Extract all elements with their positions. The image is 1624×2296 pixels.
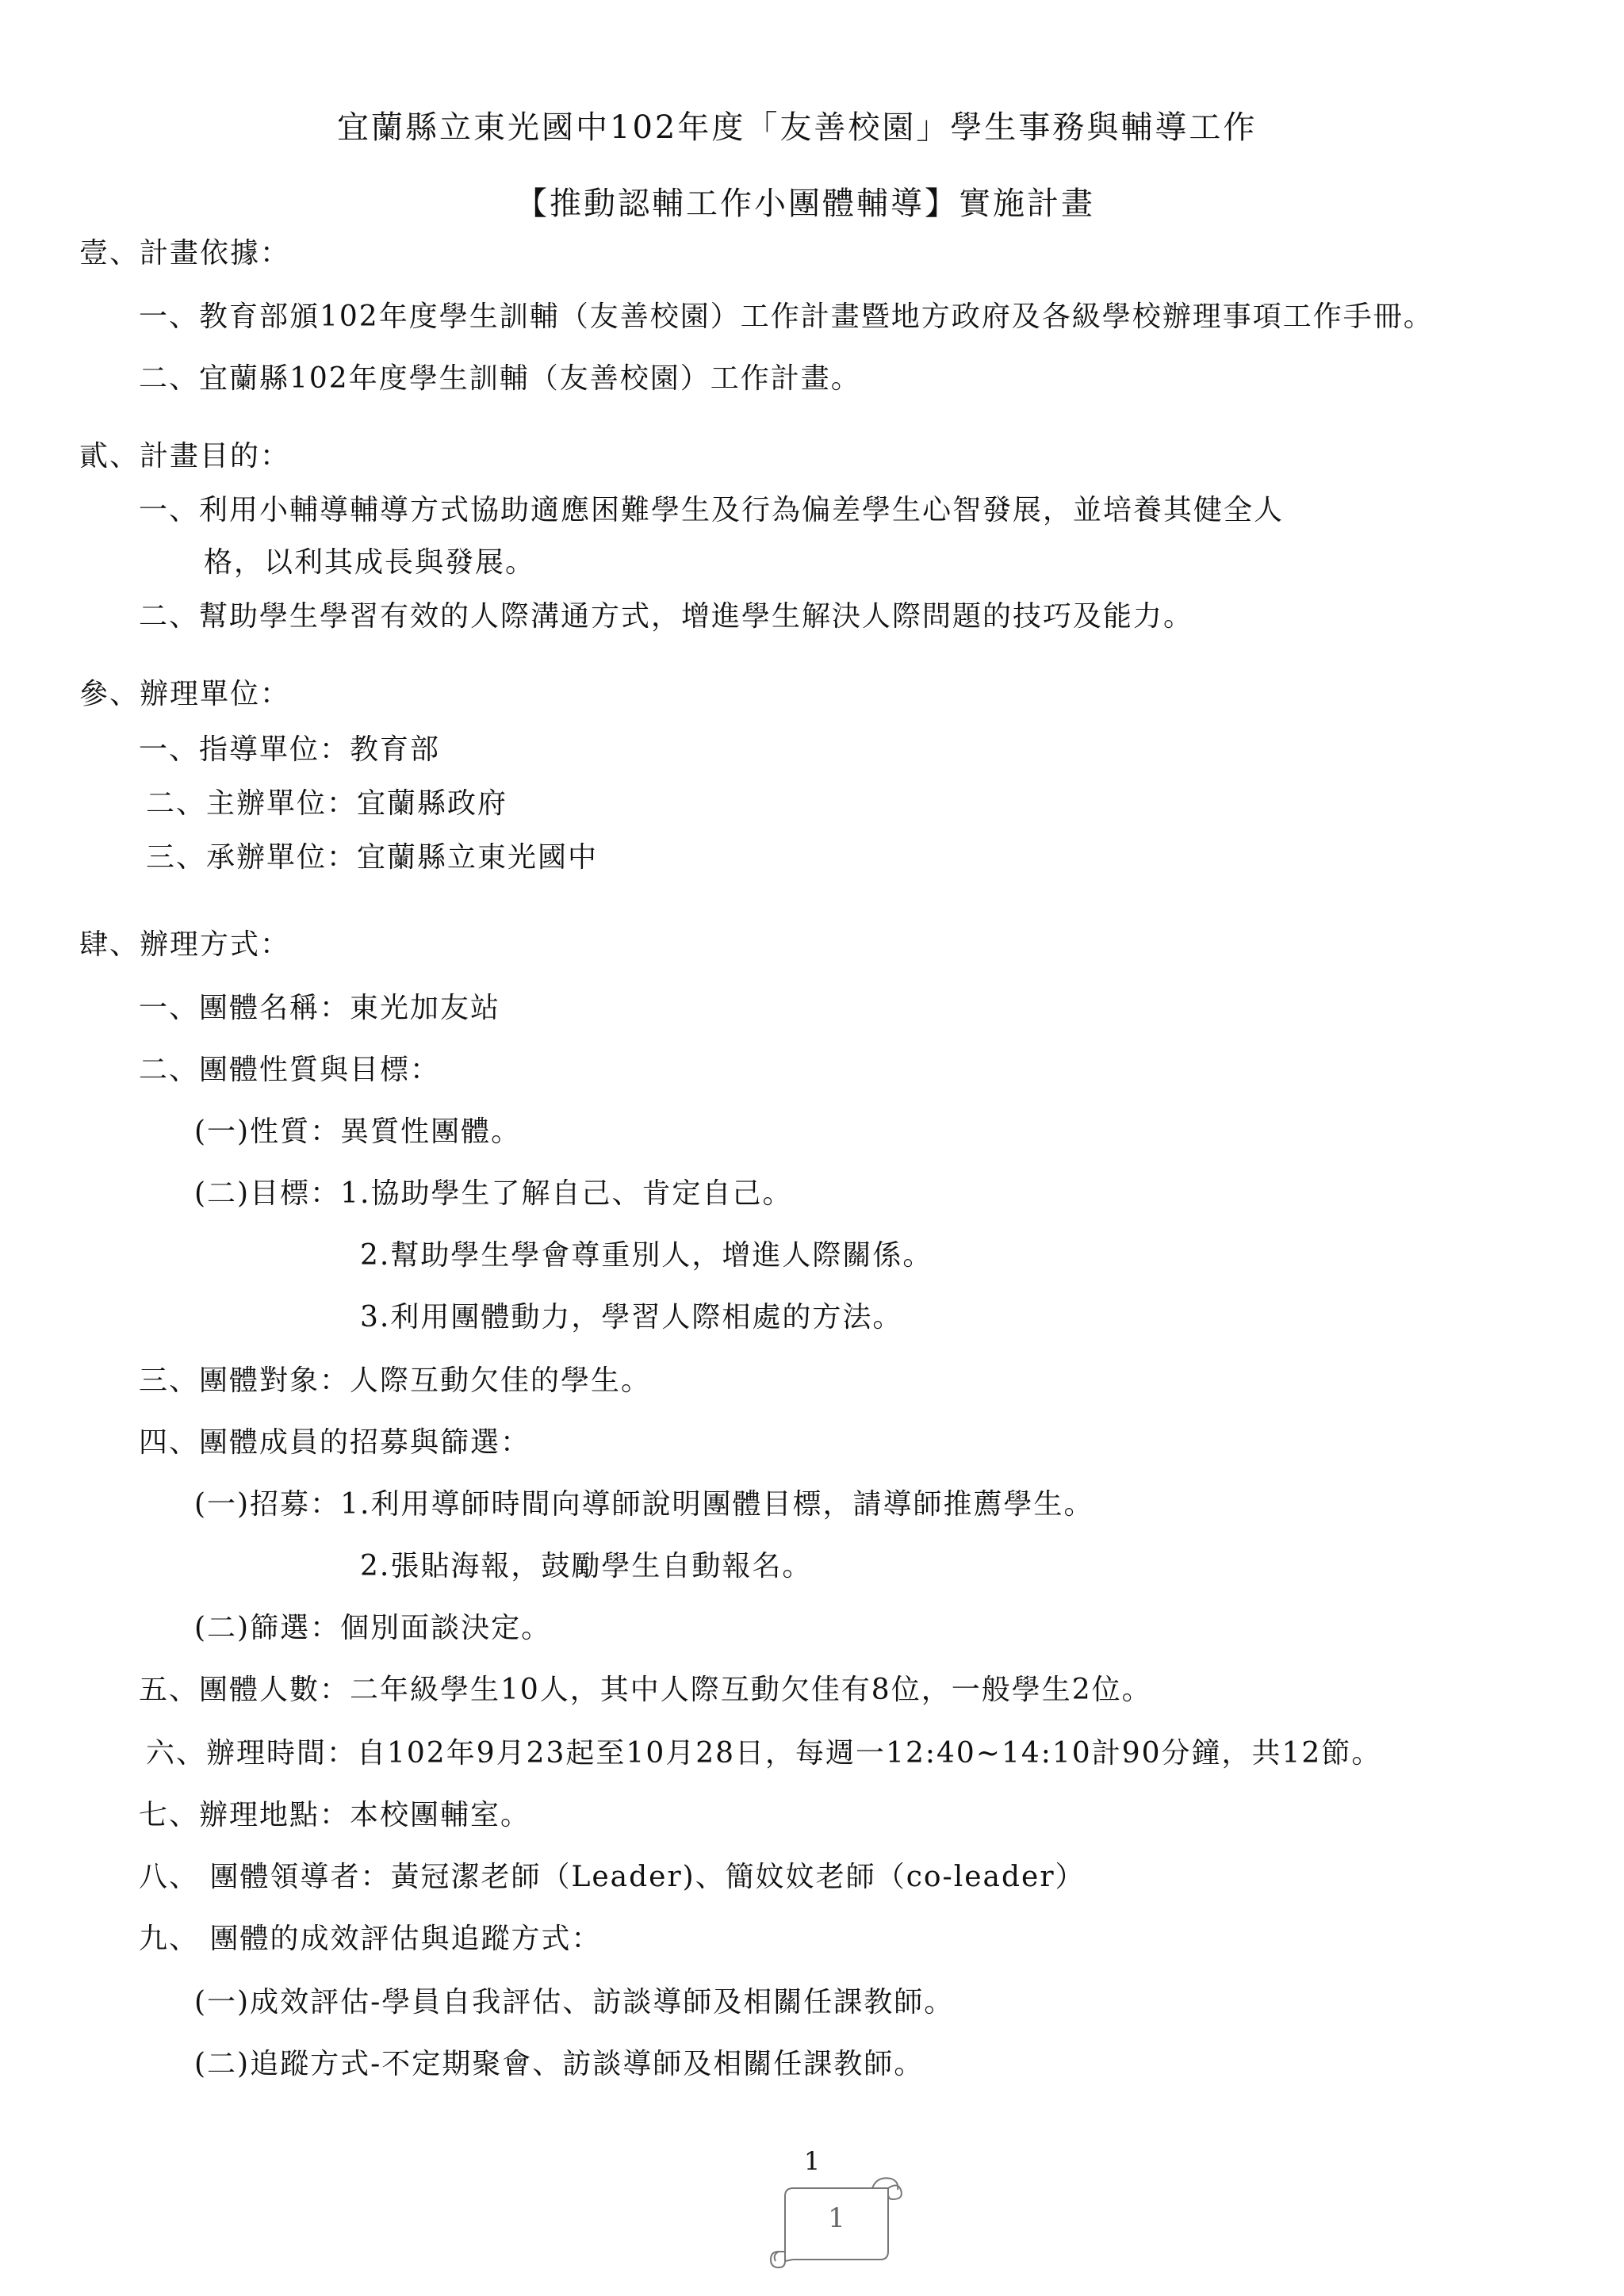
section-4-item-7: 七、辦理地點：本校團輔室。 xyxy=(139,1799,531,1831)
page-number: 1 xyxy=(803,2146,821,2176)
section-4-heading: 肆、辦理方式： xyxy=(79,928,291,961)
section-4-item-2-goal-2: 2.幫助學生學會尊重別人，增進人際關係。 xyxy=(360,1239,933,1272)
section-3-item-2: 二、主辦單位：宜蘭縣政府 xyxy=(146,787,508,820)
scroll-page-number: 1 xyxy=(828,2202,845,2234)
section-1-item-1: 一、教育部頒102年度學生訓輔（友善校園）工作計畫暨地方政府及各級學校辦理事項工作手冊。 xyxy=(139,300,1434,333)
section-4-item-2-goal-3: 3.利用團體動力，學習人際相處的方法。 xyxy=(360,1301,903,1334)
section-4-item-8: 八、 團體領導者：黃冠潔老師（Leader)、簡妏妏老師（co-leader） xyxy=(139,1861,1086,1893)
section-4-item-4-screen: (二)篩選：個別面談決定。 xyxy=(194,1612,552,1644)
section-4-item-4: 四、團體成員的招募與篩選： xyxy=(139,1426,531,1459)
section-3-item-1: 一、指導單位：教育部 xyxy=(139,733,441,766)
section-4-item-9-evaluation: (一)成效評估-學員自我評估、訪談導師及相關任課教師。 xyxy=(194,1986,955,2019)
section-4-item-9-tracking: (二)追蹤方式-不定期聚會、訪談導師及相關任課教師。 xyxy=(194,2048,925,2080)
section-2-item-1-line-2: 格，以利其成長與發展。 xyxy=(204,546,536,579)
section-4-item-1: 一、團體名稱：東光加友站 xyxy=(139,992,501,1024)
section-4-item-6: 六、辦理時間：自102年9月23起至10月28日，每週一12:40~14:10計90分鐘，共12節。 xyxy=(146,1737,1382,1770)
doc-title-line2: 【推動認輔工作小團體輔導】實施計畫 xyxy=(515,186,1095,222)
section-1-item-2: 二、宜蘭縣102年度學生訓輔（友善校園）工作計畫。 xyxy=(139,362,861,395)
section-1-heading: 壹、計畫依據： xyxy=(79,237,291,270)
section-4-item-4-recruit-2: 2.張貼海報，鼓勵學生自動報名。 xyxy=(360,1550,813,1582)
section-3-item-3: 三、承辦單位：宜蘭縣立東光國中 xyxy=(146,841,599,874)
section-4-item-3: 三、團體對象：人際互動欠佳的學生。 xyxy=(139,1364,652,1397)
doc-title-line1: 宜蘭縣立東光國中102年度「友善校園」學生事務與輔導工作 xyxy=(337,109,1258,146)
section-2-heading: 貳、計畫目的： xyxy=(79,440,291,473)
section-4-item-2: 二、團體性質與目標： xyxy=(139,1054,441,1086)
section-2-item-2: 二、幫助學生學習有效的人際溝通方式，增進學生解決人際問題的技巧及能力。 xyxy=(139,600,1194,633)
section-4-item-9: 九、 團體的成效評估與追蹤方式： xyxy=(139,1923,602,1955)
section-2-item-1-line-1: 一、利用小輔導輔導方式協助適應困難學生及行為偏差學生心智發展，並培養其健全人 xyxy=(139,494,1285,526)
page-scroll-graphic xyxy=(761,2172,912,2271)
section-4-item-2-nature: (一)性質：異質性團體。 xyxy=(194,1115,522,1148)
section-4-item-2-goal-1: (二)目標：1.協助學生了解自己、肯定自己。 xyxy=(194,1177,793,1210)
section-3-heading: 參、辦理單位： xyxy=(79,678,291,710)
section-4-item-4-recruit-1: (一)招募：1.利用導師時間向導師說明團體目標，請導師推薦學生。 xyxy=(194,1488,1094,1521)
section-4-item-5: 五、團體人數：二年級學生10人，其中人際互動欠佳有8位，一般學生2位。 xyxy=(139,1674,1152,1706)
